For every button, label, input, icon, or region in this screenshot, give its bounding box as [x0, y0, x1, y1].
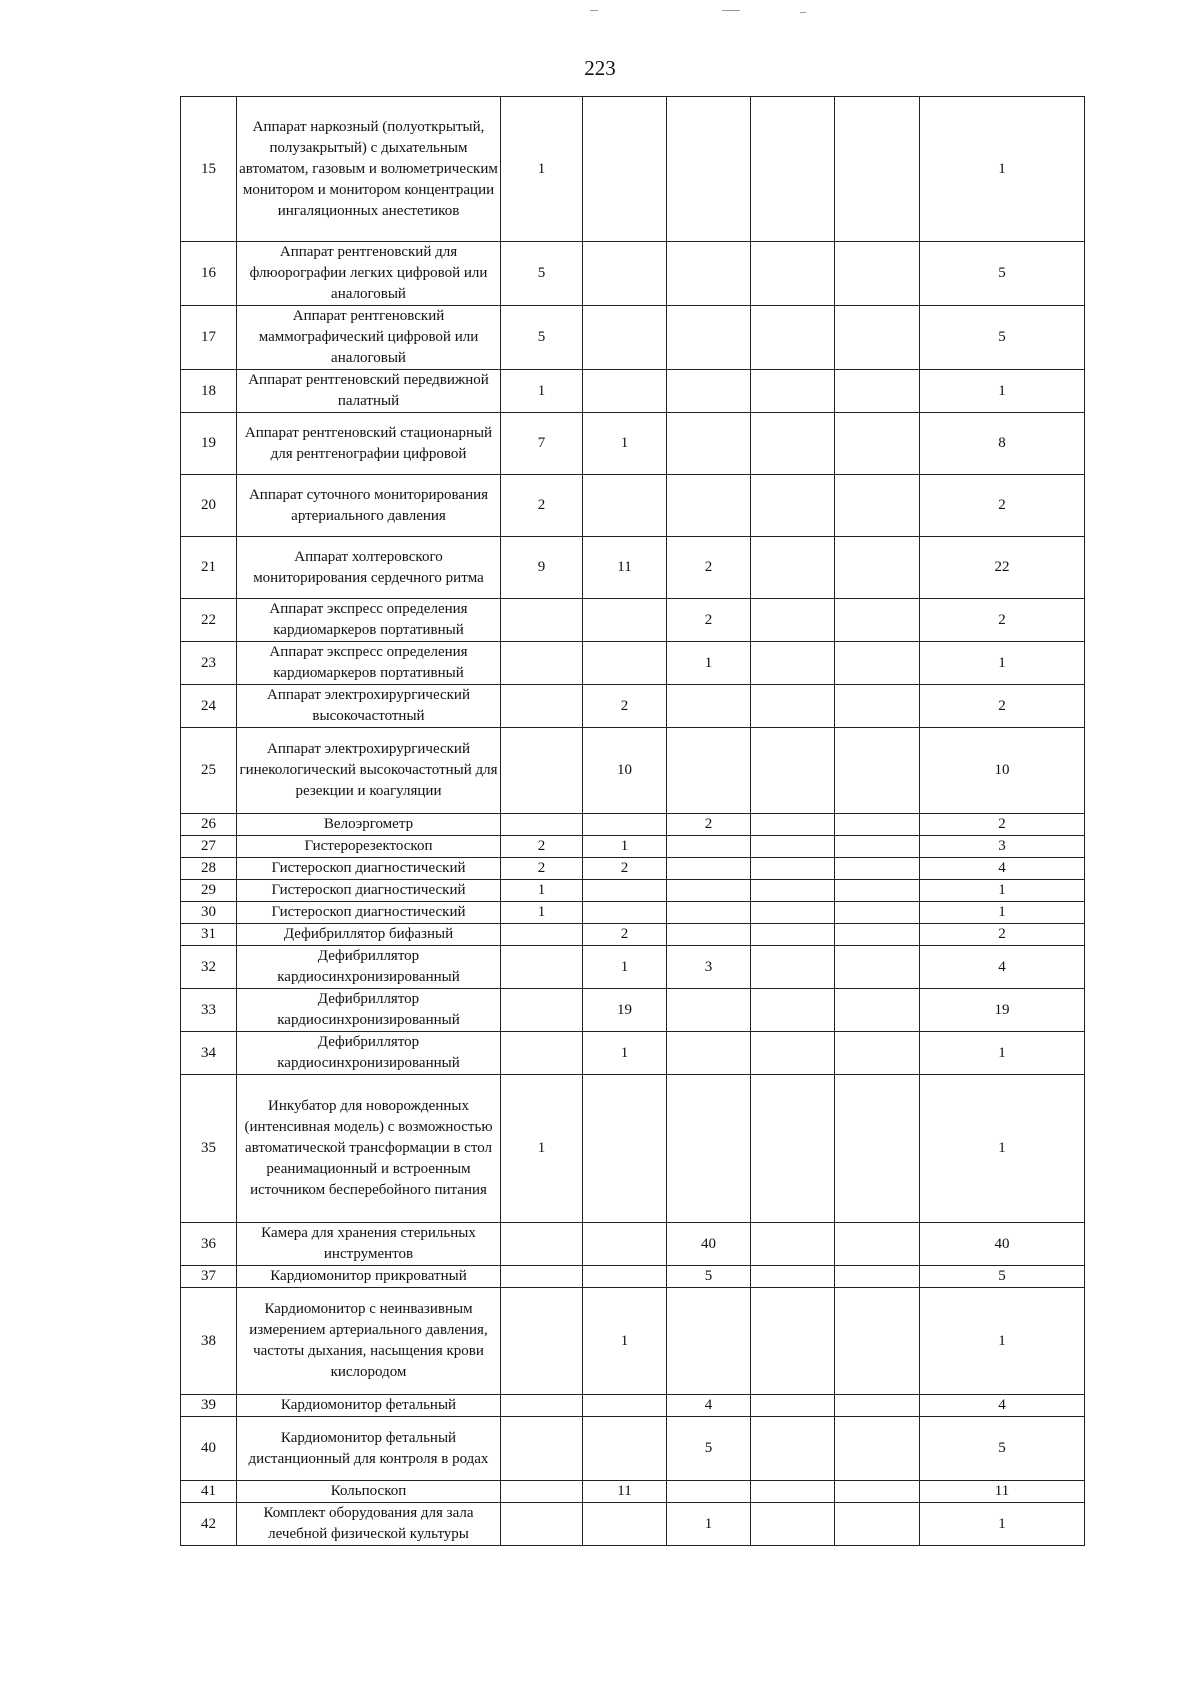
equipment-name-cell: Аппарат холтеровского мониторирования сердечного ритма: [237, 537, 501, 599]
total-cell: 4: [920, 946, 1085, 989]
quantity-col-1-cell: 1: [501, 97, 583, 242]
row-number-cell: 33: [181, 989, 237, 1032]
row-number-cell: 26: [181, 814, 237, 836]
page-number: 223: [584, 56, 616, 80]
quantity-col-5-cell: [835, 1075, 920, 1223]
quantity-col-1-cell: 2: [501, 475, 583, 537]
row-number-cell: 36: [181, 1223, 237, 1266]
equipment-name-cell: Аппарат рентгеновский маммографический цифровой или аналоговый: [237, 306, 501, 370]
quantity-col-4-cell: [751, 537, 835, 599]
total-cell: 1: [920, 1288, 1085, 1395]
equipment-name-cell: Кардиомонитор фетальный дистанционный для контроля в родах: [237, 1417, 501, 1481]
quantity-col-3-cell: [667, 685, 751, 728]
quantity-col-3-cell: [667, 836, 751, 858]
quantity-col-4-cell: [751, 599, 835, 642]
quantity-col-2-cell: [583, 370, 667, 413]
row-number-cell: 27: [181, 836, 237, 858]
equipment-name-cell: Дефибриллятор кардиосинхронизированный: [237, 989, 501, 1032]
quantity-col-2-cell: 1: [583, 946, 667, 989]
quantity-col-5-cell: [835, 1288, 920, 1395]
table-row: [181, 1481, 1085, 1503]
table-row: [181, 902, 1085, 924]
equipment-name-cell: Дефибриллятор кардиосинхронизированный: [237, 946, 501, 989]
row-number-cell: 40: [181, 1417, 237, 1481]
quantity-col-2-cell: [583, 306, 667, 370]
quantity-col-3-cell: 2: [667, 537, 751, 599]
quantity-col-2-cell: [583, 1223, 667, 1266]
quantity-col-2-cell: [583, 1075, 667, 1223]
equipment-name-cell: Дефибриллятор кардиосинхронизированный: [237, 1032, 501, 1075]
quantity-col-1-cell: 5: [501, 306, 583, 370]
total-cell: 2: [920, 475, 1085, 537]
quantity-col-3-cell: 1: [667, 1503, 751, 1546]
equipment-name-cell: Аппарат наркозный (полуоткрытый, полузакрытый) с дыхательным автоматом, газовым и волюметрическим монитором и монитором концентрации ингаляционных анестетиков: [237, 97, 501, 242]
total-cell: 11: [920, 1481, 1085, 1503]
quantity-col-5-cell: [835, 685, 920, 728]
total-cell: 1: [920, 642, 1085, 685]
table-row: [181, 880, 1085, 902]
total-cell: 5: [920, 306, 1085, 370]
quantity-col-1-cell: 1: [501, 1075, 583, 1223]
quantity-col-2-cell: [583, 1266, 667, 1288]
equipment-name-cell: Аппарат рентгеновский для флюорографии легких цифровой или аналоговый: [237, 242, 501, 306]
quantity-col-5-cell: [835, 599, 920, 642]
quantity-col-5-cell: [835, 475, 920, 537]
table-row: [181, 1075, 1085, 1223]
table-row: [181, 685, 1085, 728]
row-number-cell: 41: [181, 1481, 237, 1503]
total-cell: 5: [920, 1417, 1085, 1481]
quantity-col-2-cell: [583, 1395, 667, 1417]
total-cell: 4: [920, 1395, 1085, 1417]
row-number-cell: 25: [181, 728, 237, 814]
quantity-col-3-cell: [667, 880, 751, 902]
quantity-col-5-cell: [835, 242, 920, 306]
quantity-col-1-cell: 1: [501, 902, 583, 924]
scan-artifact: [800, 12, 806, 13]
table-row: [181, 1503, 1085, 1546]
quantity-col-4-cell: [751, 1075, 835, 1223]
quantity-col-1-cell: 7: [501, 413, 583, 475]
quantity-col-2-cell: 1: [583, 1288, 667, 1395]
row-number-cell: 38: [181, 1288, 237, 1395]
row-number-cell: 29: [181, 880, 237, 902]
table-row: [181, 1288, 1085, 1395]
table-row: [181, 242, 1085, 306]
quantity-col-1-cell: [501, 946, 583, 989]
quantity-col-2-cell: [583, 1503, 667, 1546]
total-cell: 4: [920, 858, 1085, 880]
row-number-cell: 22: [181, 599, 237, 642]
total-cell: 5: [920, 242, 1085, 306]
quantity-col-4-cell: [751, 1503, 835, 1546]
quantity-col-2-cell: [583, 475, 667, 537]
quantity-col-5-cell: [835, 1481, 920, 1503]
quantity-col-1-cell: 1: [501, 370, 583, 413]
quantity-col-4-cell: [751, 814, 835, 836]
equipment-name-cell: Кардиомонитор прикроватный: [237, 1266, 501, 1288]
quantity-col-5-cell: [835, 880, 920, 902]
quantity-col-2-cell: [583, 599, 667, 642]
equipment-name-cell: Инкубатор для новорожденных (интенсивная модель) с возможностью автоматической трансформации в стол реанимационный и встроенным источником бесперебойного питания: [237, 1075, 501, 1223]
row-number-cell: 32: [181, 946, 237, 989]
quantity-col-5-cell: [835, 370, 920, 413]
quantity-col-3-cell: [667, 1032, 751, 1075]
quantity-col-4-cell: [751, 242, 835, 306]
row-number-cell: 20: [181, 475, 237, 537]
total-cell: 5: [920, 1266, 1085, 1288]
quantity-col-4-cell: [751, 475, 835, 537]
row-number-cell: 18: [181, 370, 237, 413]
quantity-col-1-cell: [501, 1266, 583, 1288]
total-cell: 1: [920, 1503, 1085, 1546]
equipment-name-cell: Гистероскоп диагностический: [237, 858, 501, 880]
quantity-col-1-cell: 2: [501, 858, 583, 880]
quantity-col-4-cell: [751, 1266, 835, 1288]
table-row: [181, 1032, 1085, 1075]
quantity-col-5-cell: [835, 814, 920, 836]
quantity-col-2-cell: [583, 242, 667, 306]
quantity-col-2-cell: 1: [583, 836, 667, 858]
quantity-col-1-cell: [501, 1288, 583, 1395]
quantity-col-5-cell: [835, 924, 920, 946]
quantity-col-3-cell: [667, 1288, 751, 1395]
quantity-col-4-cell: [751, 685, 835, 728]
quantity-col-4-cell: [751, 370, 835, 413]
quantity-col-2-cell: [583, 1417, 667, 1481]
table-row: [181, 814, 1085, 836]
scan-artifact: [722, 10, 740, 11]
quantity-col-5-cell: [835, 1223, 920, 1266]
quantity-col-5-cell: [835, 1417, 920, 1481]
table-row: [181, 97, 1085, 242]
quantity-col-4-cell: [751, 728, 835, 814]
equipment-name-cell: Аппарат электрохирургический гинекологический высокочастотный для резекции и коагуляции: [237, 728, 501, 814]
quantity-col-3-cell: [667, 989, 751, 1032]
quantity-col-4-cell: [751, 946, 835, 989]
total-cell: 22: [920, 537, 1085, 599]
equipment-name-cell: Гистерорезектоскоп: [237, 836, 501, 858]
total-cell: 1: [920, 97, 1085, 242]
equipment-table-body: [181, 97, 1085, 1546]
quantity-col-2-cell: 19: [583, 989, 667, 1032]
row-number-cell: 28: [181, 858, 237, 880]
row-number-cell: 16: [181, 242, 237, 306]
quantity-col-5-cell: [835, 1032, 920, 1075]
table-row: [181, 1266, 1085, 1288]
quantity-col-4-cell: [751, 413, 835, 475]
table-row: [181, 1395, 1085, 1417]
quantity-col-1-cell: 1: [501, 880, 583, 902]
quantity-col-3-cell: [667, 1075, 751, 1223]
quantity-col-3-cell: [667, 1481, 751, 1503]
total-cell: 10: [920, 728, 1085, 814]
row-number-cell: 35: [181, 1075, 237, 1223]
table-row: [181, 537, 1085, 599]
table-row: [181, 1223, 1085, 1266]
quantity-col-4-cell: [751, 1417, 835, 1481]
equipment-name-cell: Кардиомонитор фетальный: [237, 1395, 501, 1417]
equipment-name-cell: Дефибриллятор бифазный: [237, 924, 501, 946]
scan-artifact: [590, 10, 598, 11]
quantity-col-5-cell: [835, 1395, 920, 1417]
quantity-col-4-cell: [751, 642, 835, 685]
quantity-col-1-cell: [501, 1417, 583, 1481]
quantity-col-5-cell: [835, 413, 920, 475]
table-row: [181, 858, 1085, 880]
equipment-name-cell: Аппарат суточного мониторирования артериального давления: [237, 475, 501, 537]
total-cell: 1: [920, 902, 1085, 924]
table-row: [181, 946, 1085, 989]
quantity-col-5-cell: [835, 728, 920, 814]
equipment-name-cell: Гистероскоп диагностический: [237, 880, 501, 902]
row-number-cell: 23: [181, 642, 237, 685]
quantity-col-3-cell: [667, 902, 751, 924]
total-cell: 1: [920, 880, 1085, 902]
quantity-col-2-cell: 10: [583, 728, 667, 814]
quantity-col-3-cell: [667, 924, 751, 946]
equipment-name-cell: Велоэргометр: [237, 814, 501, 836]
quantity-col-3-cell: 3: [667, 946, 751, 989]
total-cell: 8: [920, 413, 1085, 475]
equipment-name-cell: Аппарат экспресс определения кардиомаркеров портативный: [237, 599, 501, 642]
quantity-col-5-cell: [835, 946, 920, 989]
equipment-name-cell: Кардиомонитор с неинвазивным измерением артериального давления, частоты дыхания, насыщения крови кислородом: [237, 1288, 501, 1395]
quantity-col-3-cell: [667, 370, 751, 413]
equipment-name-cell: Аппарат рентгеновский стационарный для рентгенографии цифровой: [237, 413, 501, 475]
quantity-col-1-cell: [501, 1481, 583, 1503]
quantity-col-2-cell: 2: [583, 858, 667, 880]
equipment-name-cell: Аппарат рентгеновский передвижной палатный: [237, 370, 501, 413]
table-row: [181, 1417, 1085, 1481]
table-row: [181, 642, 1085, 685]
quantity-col-5-cell: [835, 902, 920, 924]
total-cell: 2: [920, 599, 1085, 642]
quantity-col-5-cell: [835, 97, 920, 242]
row-number-cell: 42: [181, 1503, 237, 1546]
quantity-col-5-cell: [835, 1266, 920, 1288]
quantity-col-1-cell: 2: [501, 836, 583, 858]
total-cell: 3: [920, 836, 1085, 858]
quantity-col-1-cell: [501, 642, 583, 685]
quantity-col-2-cell: 1: [583, 413, 667, 475]
quantity-col-4-cell: [751, 902, 835, 924]
total-cell: 40: [920, 1223, 1085, 1266]
quantity-col-5-cell: [835, 306, 920, 370]
table-row: [181, 728, 1085, 814]
quantity-col-2-cell: 2: [583, 924, 667, 946]
quantity-col-1-cell: [501, 1032, 583, 1075]
quantity-col-3-cell: 40: [667, 1223, 751, 1266]
quantity-col-5-cell: [835, 642, 920, 685]
quantity-col-2-cell: [583, 880, 667, 902]
total-cell: 1: [920, 1075, 1085, 1223]
quantity-col-5-cell: [835, 836, 920, 858]
quantity-col-4-cell: [751, 1032, 835, 1075]
quantity-col-4-cell: [751, 97, 835, 242]
quantity-col-3-cell: 2: [667, 599, 751, 642]
total-cell: 2: [920, 814, 1085, 836]
quantity-col-1-cell: [501, 685, 583, 728]
row-number-cell: 15: [181, 97, 237, 242]
quantity-col-2-cell: [583, 814, 667, 836]
quantity-col-1-cell: [501, 728, 583, 814]
quantity-col-1-cell: [501, 924, 583, 946]
quantity-col-3-cell: [667, 413, 751, 475]
row-number-cell: 24: [181, 685, 237, 728]
quantity-col-4-cell: [751, 989, 835, 1032]
row-number-cell: 39: [181, 1395, 237, 1417]
row-number-cell: 37: [181, 1266, 237, 1288]
quantity-col-1-cell: [501, 814, 583, 836]
quantity-col-3-cell: 5: [667, 1417, 751, 1481]
equipment-name-cell: Комплект оборудования для зала лечебной физической культуры: [237, 1503, 501, 1546]
total-cell: 2: [920, 685, 1085, 728]
quantity-col-4-cell: [751, 1288, 835, 1395]
quantity-col-1-cell: 9: [501, 537, 583, 599]
quantity-col-1-cell: [501, 599, 583, 642]
quantity-col-3-cell: [667, 728, 751, 814]
quantity-col-5-cell: [835, 858, 920, 880]
quantity-col-3-cell: 5: [667, 1266, 751, 1288]
quantity-col-4-cell: [751, 1223, 835, 1266]
quantity-col-2-cell: 11: [583, 537, 667, 599]
quantity-col-4-cell: [751, 1395, 835, 1417]
quantity-col-2-cell: [583, 902, 667, 924]
equipment-name-cell: Аппарат экспресс определения кардиомаркеров портативный: [237, 642, 501, 685]
equipment-name-cell: Камера для хранения стерильных инструментов: [237, 1223, 501, 1266]
table-row: [181, 475, 1085, 537]
table-row: [181, 599, 1085, 642]
quantity-col-1-cell: 5: [501, 242, 583, 306]
quantity-col-2-cell: 1: [583, 1032, 667, 1075]
table-row: [181, 306, 1085, 370]
quantity-col-1-cell: [501, 1223, 583, 1266]
quantity-col-4-cell: [751, 858, 835, 880]
quantity-col-3-cell: 2: [667, 814, 751, 836]
quantity-col-5-cell: [835, 989, 920, 1032]
row-number-cell: 34: [181, 1032, 237, 1075]
quantity-col-4-cell: [751, 306, 835, 370]
table-row: [181, 989, 1085, 1032]
quantity-col-2-cell: 2: [583, 685, 667, 728]
quantity-col-1-cell: [501, 1503, 583, 1546]
quantity-col-2-cell: [583, 642, 667, 685]
quantity-col-3-cell: 4: [667, 1395, 751, 1417]
equipment-table: [180, 96, 1085, 1546]
quantity-col-5-cell: [835, 537, 920, 599]
row-number-cell: 31: [181, 924, 237, 946]
quantity-col-4-cell: [751, 836, 835, 858]
quantity-col-1-cell: [501, 1395, 583, 1417]
quantity-col-3-cell: [667, 97, 751, 242]
equipment-name-cell: Гистероскоп диагностический: [237, 902, 501, 924]
quantity-col-2-cell: [583, 97, 667, 242]
quantity-col-4-cell: [751, 880, 835, 902]
row-number-cell: 21: [181, 537, 237, 599]
table-row: [181, 413, 1085, 475]
equipment-name-cell: Аппарат электрохирургический высокочастотный: [237, 685, 501, 728]
table-row: [181, 370, 1085, 413]
quantity-col-2-cell: 11: [583, 1481, 667, 1503]
quantity-col-4-cell: [751, 1481, 835, 1503]
total-cell: 2: [920, 924, 1085, 946]
equipment-name-cell: Кольпоскоп: [237, 1481, 501, 1503]
table-row: [181, 836, 1085, 858]
table-row: [181, 924, 1085, 946]
total-cell: 19: [920, 989, 1085, 1032]
quantity-col-3-cell: [667, 475, 751, 537]
row-number-cell: 17: [181, 306, 237, 370]
quantity-col-3-cell: [667, 242, 751, 306]
row-number-cell: 30: [181, 902, 237, 924]
total-cell: 1: [920, 1032, 1085, 1075]
quantity-col-3-cell: [667, 306, 751, 370]
quantity-col-5-cell: [835, 1503, 920, 1546]
row-number-cell: 19: [181, 413, 237, 475]
total-cell: 1: [920, 370, 1085, 413]
quantity-col-1-cell: [501, 989, 583, 1032]
quantity-col-4-cell: [751, 924, 835, 946]
quantity-col-3-cell: [667, 858, 751, 880]
quantity-col-3-cell: 1: [667, 642, 751, 685]
